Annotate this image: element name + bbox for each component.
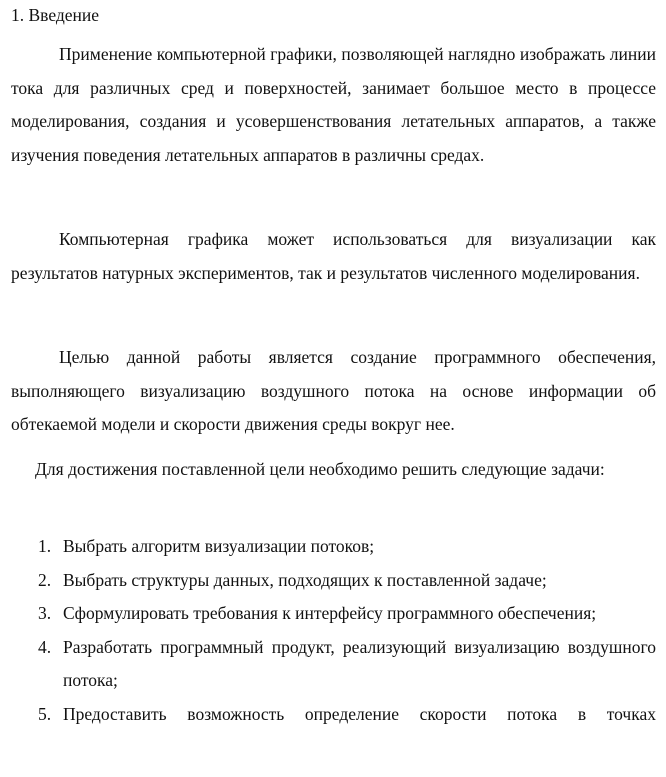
list-item-number: 4. xyxy=(38,636,52,657)
list-item xyxy=(11,698,656,732)
task-list xyxy=(11,530,656,731)
list-item-number: 3. xyxy=(38,603,52,623)
list-item-text: Выбрать алгоритм визуализации потоков; xyxy=(63,536,375,556)
list-item-number: 2. xyxy=(38,569,52,590)
list-item-text: Предоставить возможность определение скорости потока в точках xyxy=(63,703,656,724)
list-item-text: Разработать программный продукт, реализующий визуализацию воздушного потока; xyxy=(63,636,656,690)
list-item-text: Выбрать структуры данных, подходящих к поставленной задаче; xyxy=(63,569,547,590)
list-item xyxy=(11,631,656,698)
list-item xyxy=(11,564,656,598)
intro-paragraph: Применение компьютерной графики, позволяющей наглядно изображать линии тока для различных сред и поверхностей, занимает большое место в процессе моделирования, создания и усовершенствования летательных аппаратов, а также изучения поведения летательных аппаратов в различны средах. xyxy=(11,44,656,165)
list-item-text: Сформулировать требования к интерфейсу программного обеспечения; xyxy=(63,603,597,623)
list-item xyxy=(11,530,656,564)
section-heading: 1. Введение xyxy=(11,5,100,25)
list-item xyxy=(11,597,656,631)
goal-paragraph: Целью данной работы является создание программного обеспечения, выполняющего визуализацию воздушного потока на основе информации об обтекаемой модели и скорости движения среды вокруг нее. xyxy=(11,347,656,434)
graphics-usage-paragraph: Компьютерная графика может использоваться для визуализации как результатов натурных экспериментов, так и результатов численного моделирования. xyxy=(11,229,656,283)
tasks-intro-paragraph: Для достижения поставленной цели необходимо решить следующие задачи: xyxy=(35,459,605,479)
list-item-number: 5. xyxy=(38,703,52,724)
list-item-number: 1. xyxy=(38,536,52,556)
